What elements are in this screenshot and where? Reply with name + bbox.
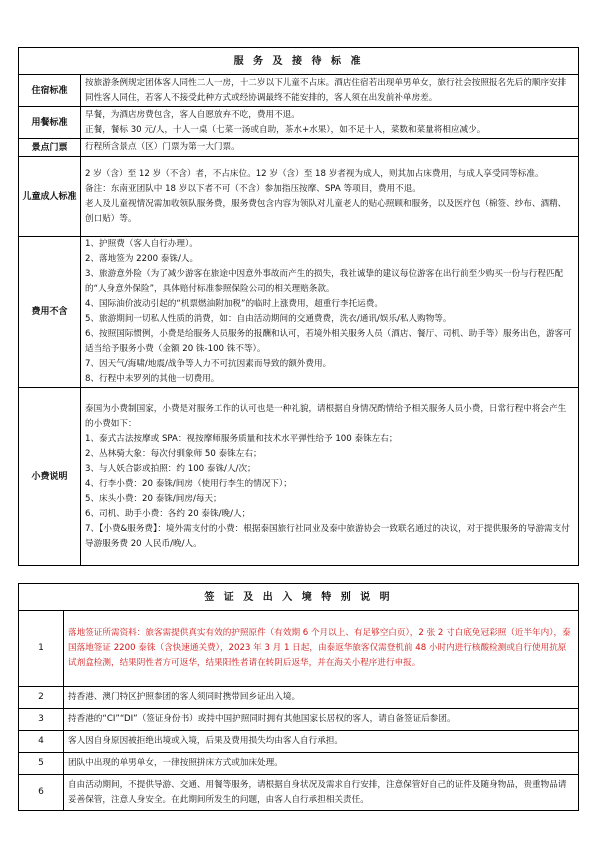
row-label-meals: 用餐标准 bbox=[19, 107, 81, 139]
row-number: 2 bbox=[19, 687, 64, 709]
row-number: 5 bbox=[19, 753, 64, 775]
service-table-header bbox=[19, 48, 579, 75]
service-standards-table bbox=[18, 47, 579, 566]
row-label-accommodation: 住宿标准 bbox=[19, 75, 81, 107]
visa-table-title: 签 证 及 出 入 境 特 别 说 明 bbox=[19, 584, 579, 611]
row-content: 持香港、澳门特区护照参团的客人须同时携带回乡证出入境。 bbox=[64, 687, 579, 709]
table-row bbox=[19, 388, 579, 566]
visa-entry-exit-table bbox=[18, 583, 579, 811]
table-row bbox=[19, 139, 579, 157]
table-row bbox=[19, 753, 579, 775]
row-content: 客人因自身原因被拒绝出境或入境，后果及费用损失均由客人自行承担。 bbox=[64, 731, 579, 753]
row-number: 6 bbox=[19, 775, 64, 811]
row-content: 自由活动期间，不提供导游、交通、用餐等服务，请根据自身状况及需求自行安排，注意保管好自己的证件及随身物品，贵重物品请妥善保管，注意人身安全。在此期间所发生的问题，由客人自行承担相关责任。 bbox=[64, 775, 579, 811]
row-content: 持香港的“CI”“DI”（签证身份书）或持中国护照同时拥有其他国家长居权的客人，请自备签证后参团。 bbox=[64, 709, 579, 731]
table-row bbox=[19, 75, 579, 107]
row-content-child-adult: 2 岁（含）至 12 岁（不含）者，不占床位。12 岁（含）至 18 岁者视为成人，则其加占床费用，与成人享受同等标准。 备注：东南亚团队中 18 岁以下者不可（不含）参加指压按摩、SPA 等项目，费用不退。 老人及儿童视情况需加收领队服务费，服务费包含内容为领队对儿童老人的贴心照顾和服务，以及医疗包（棉签、纱布、酒精、创口贴）等。 bbox=[81, 157, 579, 237]
table-row bbox=[19, 687, 579, 709]
visa-table-header bbox=[19, 584, 579, 611]
table-row bbox=[19, 775, 579, 811]
row-content-meals: 早餐，为酒店房费包含，客人自愿放弃不吃，费用不退。 正餐，餐标 30 元/人，十人一桌（七菜一汤或自助，茶水+水果），如不足十人，菜数和菜量将相应减少。 bbox=[81, 107, 579, 139]
row-label-tips: 小费说明 bbox=[19, 388, 81, 566]
table-row bbox=[19, 237, 579, 388]
row-label-tickets: 景点门票 bbox=[19, 139, 81, 157]
service-table-title: 服 务 及 接 待 标 准 bbox=[19, 48, 579, 75]
table-row bbox=[19, 157, 579, 237]
row-content-excluded-costs: 1、护照费（客人自行办理）。 2、落地签为 2200 泰铢/人。 3、旅游意外险（为了减少游客在旅途中因意外事故而产生的损失，我社诚挚的建议每位游客在出行前至少购买一份与行程匹配的“人身意外保险”，具体赔付标准参照保险公司的相关理赔条款。 4、国际油价波动引起的“机票燃油附加税”的临时上涨费用，超重行李托运费。 5、旅游期间一切私人性质的消费，如：自由活动期间的交通费费，洗衣/通讯/娱乐/私人购物等。 6、按照国际惯例，小费是给服务人员服务的报酬和认可，若境外相关服务人员（酒店、餐厅、司机、助手等）服务出色，游客可适当给予服务小费（金额 20 铢-100 铢不等）。 7、因天气/海啸/地震/战争等人力不可抗因素而导致的额外费用。 8、行程中未罗列的其他一切费用。 bbox=[81, 237, 579, 388]
row-number: 1 bbox=[19, 611, 64, 687]
row-number: 3 bbox=[19, 709, 64, 731]
table-row bbox=[19, 709, 579, 731]
row-content-tips: 泰国为小费制国家，小费是对服务工作的认可也是一种礼貌，请根据自身情况酌情给予相关服务人员小费，日常行程中将会产生的小费如下： 1、泰式古法按摩或 SPA：视按摩师服务质量和技术水平弹性给予 100 泰铢左右； 2、丛林骑大象：每次付驯象师 50 泰铢左右； 3、与人妖合影或拍照：约 100 泰铢/人/次； 4、行李小费：20 泰铢/间房（使用行李生的情况下）； 5、床头小费：20 泰铢/间房/每天； 6、司机、助手小费：各约 20 泰铢/晚/人； 7、【小费&服务费】：境外需支付的小费：根据泰国旅行社同业及泰中旅游协会一致联名通过的决议，对于提供服务的导游需支付导游服务费 20 人民币/晚/人。 bbox=[81, 388, 579, 566]
table-row bbox=[19, 731, 579, 753]
table-row bbox=[19, 611, 579, 687]
row-number: 4 bbox=[19, 731, 64, 753]
table-row bbox=[19, 107, 579, 139]
row-label-child-adult: 儿童成人标准 bbox=[19, 157, 81, 237]
row-label-excluded-costs: 费用不含 bbox=[19, 237, 81, 388]
visa-requirements-text: 落地签证所需资料：旅客需提供真实有效的护照原件（有效期 6 个月以上、有足够空白页），2 张 2 寸白底免冠彩照（近半年内），泰国落地签证 2200 泰铢（含快速通关费），2023 年 3 月 1 日起，由泰返华旅客仅需登机前 48 小时内进行核酸检测或自行使用抗原试剂盒检测，结果阴性者方可返华，结果阳性者请在转阴后返华，并在海关小程序进行申报。 bbox=[64, 611, 579, 687]
row-content-accommodation: 按旅游条例规定团体客人同性二人一房，十二岁以下儿童不占床。酒店住宿若出现单男单女，旅行社会按照报名先后的顺序安排同性客人同住，若客人不接受此种方式或经协调最终不能安排的，客人须在出发前补单房差。 bbox=[81, 75, 579, 107]
row-content: 团队中出现的单男单女，一律按照拼床方式或加床处理。 bbox=[64, 753, 579, 775]
row-content-tickets: 行程所含景点（区）门票为第一大门票。 bbox=[81, 139, 579, 157]
